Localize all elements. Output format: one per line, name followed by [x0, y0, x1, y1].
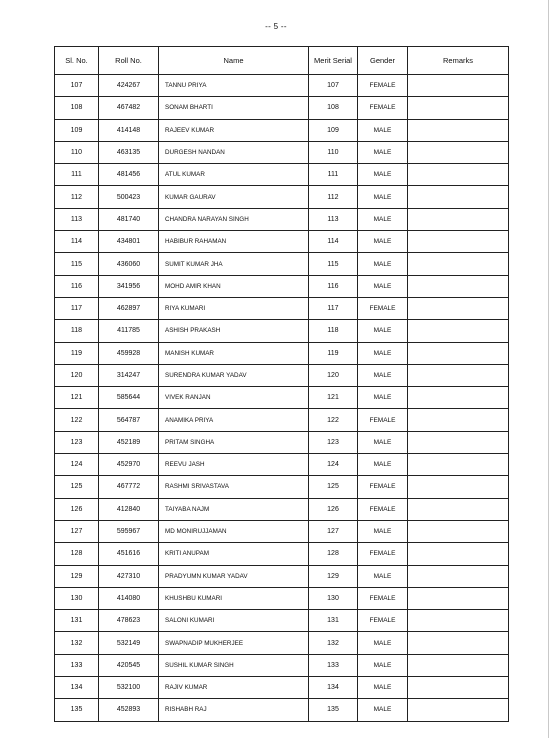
header-roll-no: Roll No.: [99, 47, 159, 75]
cell-gender: MALE: [358, 164, 408, 186]
cell-roll-no: 500423: [99, 186, 159, 208]
cell-remarks: [408, 320, 509, 342]
table-row: [55, 543, 509, 565]
cell-sl-no: 130: [55, 587, 99, 609]
cell-roll-no: 564787: [99, 409, 159, 431]
cell-gender: MALE: [358, 699, 408, 721]
cell-remarks: [408, 587, 509, 609]
cell-roll-no: 467772: [99, 476, 159, 498]
cell-gender: FEMALE: [358, 587, 408, 609]
cell-sl-no: 113: [55, 208, 99, 230]
table-row: [55, 632, 509, 654]
cell-sl-no: 116: [55, 275, 99, 297]
cell-sl-no: 112: [55, 186, 99, 208]
cell-name: DURGESH NANDAN: [159, 141, 309, 163]
cell-name: RIYA KUMARI: [159, 297, 309, 319]
cell-merit-serial: 108: [309, 97, 358, 119]
table-header-row: [55, 47, 509, 75]
cell-sl-no: 109: [55, 119, 99, 141]
cell-merit-serial: 115: [309, 253, 358, 275]
cell-sl-no: 119: [55, 342, 99, 364]
cell-sl-no: 135: [55, 699, 99, 721]
cell-roll-no: 452970: [99, 454, 159, 476]
cell-remarks: [408, 342, 509, 364]
cell-name: PRITAM SINGHA: [159, 431, 309, 453]
cell-sl-no: 127: [55, 520, 99, 542]
header-sl-no: Sl. No.: [55, 47, 99, 75]
table-row: [55, 387, 509, 409]
cell-gender: MALE: [358, 342, 408, 364]
cell-name: ATUL KUMAR: [159, 164, 309, 186]
cell-gender: FEMALE: [358, 409, 408, 431]
cell-merit-serial: 127: [309, 520, 358, 542]
cell-sl-no: 111: [55, 164, 99, 186]
cell-merit-serial: 119: [309, 342, 358, 364]
page-number: -- 5 --: [265, 22, 287, 31]
cell-roll-no: 436060: [99, 253, 159, 275]
merit-list-table: [54, 46, 509, 722]
cell-remarks: [408, 364, 509, 386]
cell-name: SONAM BHARTI: [159, 97, 309, 119]
table-row: [55, 699, 509, 721]
header-gender: Gender: [358, 47, 408, 75]
cell-remarks: [408, 431, 509, 453]
cell-remarks: [408, 186, 509, 208]
cell-remarks: [408, 387, 509, 409]
cell-gender: MALE: [358, 520, 408, 542]
cell-roll-no: 481456: [99, 164, 159, 186]
cell-gender: MALE: [358, 565, 408, 587]
cell-remarks: [408, 498, 509, 520]
cell-gender: MALE: [358, 364, 408, 386]
cell-roll-no: 462897: [99, 297, 159, 319]
cell-gender: MALE: [358, 141, 408, 163]
cell-sl-no: 107: [55, 75, 99, 97]
table-row: [55, 520, 509, 542]
cell-gender: FEMALE: [358, 97, 408, 119]
cell-remarks: [408, 231, 509, 253]
cell-sl-no: 131: [55, 610, 99, 632]
cell-roll-no: 478623: [99, 610, 159, 632]
cell-remarks: [408, 275, 509, 297]
cell-remarks: [408, 454, 509, 476]
table-row: [55, 342, 509, 364]
cell-gender: MALE: [358, 454, 408, 476]
cell-sl-no: 134: [55, 677, 99, 699]
table-row: [55, 431, 509, 453]
cell-gender: MALE: [358, 119, 408, 141]
table-row: [55, 610, 509, 632]
cell-sl-no: 114: [55, 231, 99, 253]
table-body: [55, 75, 509, 722]
cell-name: TAIYABA NAJM: [159, 498, 309, 520]
cell-name: TANNU PRIYA: [159, 75, 309, 97]
table-row: [55, 654, 509, 676]
cell-roll-no: 411785: [99, 320, 159, 342]
cell-merit-serial: 109: [309, 119, 358, 141]
table-row: [55, 364, 509, 386]
cell-roll-no: 314247: [99, 364, 159, 386]
cell-remarks: [408, 297, 509, 319]
cell-remarks: [408, 141, 509, 163]
cell-remarks: [408, 476, 509, 498]
cell-merit-serial: 128: [309, 543, 358, 565]
cell-remarks: [408, 119, 509, 141]
cell-remarks: [408, 75, 509, 97]
cell-merit-serial: 120: [309, 364, 358, 386]
cell-merit-serial: 116: [309, 275, 358, 297]
table-row: [55, 587, 509, 609]
cell-sl-no: 126: [55, 498, 99, 520]
table-row: [55, 476, 509, 498]
cell-merit-serial: 129: [309, 565, 358, 587]
cell-sl-no: 122: [55, 409, 99, 431]
cell-name: REEVU JASH: [159, 454, 309, 476]
header-remarks: Remarks: [408, 47, 509, 75]
cell-sl-no: 124: [55, 454, 99, 476]
cell-remarks: [408, 632, 509, 654]
cell-sl-no: 125: [55, 476, 99, 498]
cell-sl-no: 133: [55, 654, 99, 676]
cell-name: SWAPNADIP MUKHERJEE: [159, 632, 309, 654]
table-row: [55, 253, 509, 275]
cell-roll-no: 467482: [99, 97, 159, 119]
cell-gender: FEMALE: [358, 610, 408, 632]
cell-merit-serial: 133: [309, 654, 358, 676]
cell-roll-no: 451616: [99, 543, 159, 565]
cell-roll-no: 420545: [99, 654, 159, 676]
cell-merit-serial: 126: [309, 498, 358, 520]
cell-merit-serial: 117: [309, 297, 358, 319]
cell-sl-no: 118: [55, 320, 99, 342]
cell-gender: MALE: [358, 208, 408, 230]
cell-name: MOHD AMIR KHAN: [159, 275, 309, 297]
cell-roll-no: 532100: [99, 677, 159, 699]
cell-sl-no: 108: [55, 97, 99, 119]
cell-remarks: [408, 677, 509, 699]
header-name: Name: [159, 47, 309, 75]
cell-remarks: [408, 208, 509, 230]
cell-merit-serial: 131: [309, 610, 358, 632]
cell-name: RAJEEV KUMAR: [159, 119, 309, 141]
table-row: [55, 75, 509, 97]
cell-name: SUSHIL KUMAR SINGH: [159, 654, 309, 676]
cell-roll-no: 424267: [99, 75, 159, 97]
cell-sl-no: 129: [55, 565, 99, 587]
cell-roll-no: 585644: [99, 387, 159, 409]
table-row: [55, 97, 509, 119]
cell-name: VIVEK RANJAN: [159, 387, 309, 409]
table-row: [55, 208, 509, 230]
cell-name: HABIBUR RAHAMAN: [159, 231, 309, 253]
cell-gender: MALE: [358, 186, 408, 208]
cell-roll-no: 434801: [99, 231, 159, 253]
cell-roll-no: 341956: [99, 275, 159, 297]
table-row: [55, 677, 509, 699]
cell-name: KHUSHBU KUMARI: [159, 587, 309, 609]
cell-merit-serial: 135: [309, 699, 358, 721]
cell-roll-no: 427310: [99, 565, 159, 587]
cell-roll-no: 452893: [99, 699, 159, 721]
cell-gender: MALE: [358, 275, 408, 297]
table-row: [55, 141, 509, 163]
table-row: [55, 231, 509, 253]
cell-name: SALONI KUMARI: [159, 610, 309, 632]
cell-name: SURENDRA KUMAR YADAV: [159, 364, 309, 386]
cell-merit-serial: 114: [309, 231, 358, 253]
table-row: [55, 119, 509, 141]
cell-remarks: [408, 520, 509, 542]
table-row: [55, 409, 509, 431]
cell-name: ANAMIKA PRIYA: [159, 409, 309, 431]
cell-name: CHANDRA NARAYAN SINGH: [159, 208, 309, 230]
cell-sl-no: 132: [55, 632, 99, 654]
cell-name: MD MONIRUJJAMAN: [159, 520, 309, 542]
table-row: [55, 565, 509, 587]
cell-sl-no: 121: [55, 387, 99, 409]
cell-remarks: [408, 610, 509, 632]
cell-merit-serial: 134: [309, 677, 358, 699]
cell-gender: FEMALE: [358, 543, 408, 565]
cell-gender: MALE: [358, 677, 408, 699]
cell-name: RAJIV KUMAR: [159, 677, 309, 699]
cell-merit-serial: 125: [309, 476, 358, 498]
cell-roll-no: 452189: [99, 431, 159, 453]
cell-name: RISHABH RAJ: [159, 699, 309, 721]
cell-merit-serial: 124: [309, 454, 358, 476]
cell-remarks: [408, 543, 509, 565]
cell-gender: MALE: [358, 387, 408, 409]
cell-merit-serial: 122: [309, 409, 358, 431]
cell-gender: MALE: [358, 632, 408, 654]
cell-remarks: [408, 409, 509, 431]
table-row: [55, 454, 509, 476]
table-row: [55, 186, 509, 208]
cell-gender: FEMALE: [358, 498, 408, 520]
cell-remarks: [408, 654, 509, 676]
cell-sl-no: 110: [55, 141, 99, 163]
cell-roll-no: 414080: [99, 587, 159, 609]
table-row: [55, 498, 509, 520]
cell-name: RASHMI SRIVASTAVA: [159, 476, 309, 498]
cell-remarks: [408, 253, 509, 275]
cell-sl-no: 123: [55, 431, 99, 453]
cell-roll-no: 463135: [99, 141, 159, 163]
cell-sl-no: 128: [55, 543, 99, 565]
cell-name: ASHISH PRAKASH: [159, 320, 309, 342]
cell-sl-no: 117: [55, 297, 99, 319]
cell-gender: MALE: [358, 431, 408, 453]
cell-merit-serial: 118: [309, 320, 358, 342]
cell-merit-serial: 111: [309, 164, 358, 186]
cell-roll-no: 414148: [99, 119, 159, 141]
cell-gender: MALE: [358, 253, 408, 275]
cell-remarks: [408, 699, 509, 721]
cell-name: KRITI ANUPAM: [159, 543, 309, 565]
cell-gender: MALE: [358, 654, 408, 676]
cell-remarks: [408, 565, 509, 587]
cell-roll-no: 481740: [99, 208, 159, 230]
cell-merit-serial: 112: [309, 186, 358, 208]
cell-merit-serial: 130: [309, 587, 358, 609]
cell-gender: FEMALE: [358, 476, 408, 498]
cell-gender: FEMALE: [358, 297, 408, 319]
table-row: [55, 275, 509, 297]
table-row: [55, 320, 509, 342]
header-merit-serial: Merit Serial: [309, 47, 358, 75]
cell-roll-no: 595967: [99, 520, 159, 542]
table-row: [55, 164, 509, 186]
cell-name: SUMIT KUMAR JHA: [159, 253, 309, 275]
cell-roll-no: 459928: [99, 342, 159, 364]
cell-roll-no: 532149: [99, 632, 159, 654]
cell-gender: FEMALE: [358, 75, 408, 97]
cell-name: MANISH KUMAR: [159, 342, 309, 364]
cell-name: KUMAR GAURAV: [159, 186, 309, 208]
cell-sl-no: 115: [55, 253, 99, 275]
cell-name: PRADYUMN KUMAR YADAV: [159, 565, 309, 587]
cell-merit-serial: 110: [309, 141, 358, 163]
table-row: [55, 297, 509, 319]
cell-roll-no: 412840: [99, 498, 159, 520]
cell-merit-serial: 132: [309, 632, 358, 654]
cell-remarks: [408, 97, 509, 119]
cell-merit-serial: 113: [309, 208, 358, 230]
cell-remarks: [408, 164, 509, 186]
cell-merit-serial: 123: [309, 431, 358, 453]
cell-gender: MALE: [358, 320, 408, 342]
cell-sl-no: 120: [55, 364, 99, 386]
cell-gender: MALE: [358, 231, 408, 253]
cell-merit-serial: 107: [309, 75, 358, 97]
cell-merit-serial: 121: [309, 387, 358, 409]
